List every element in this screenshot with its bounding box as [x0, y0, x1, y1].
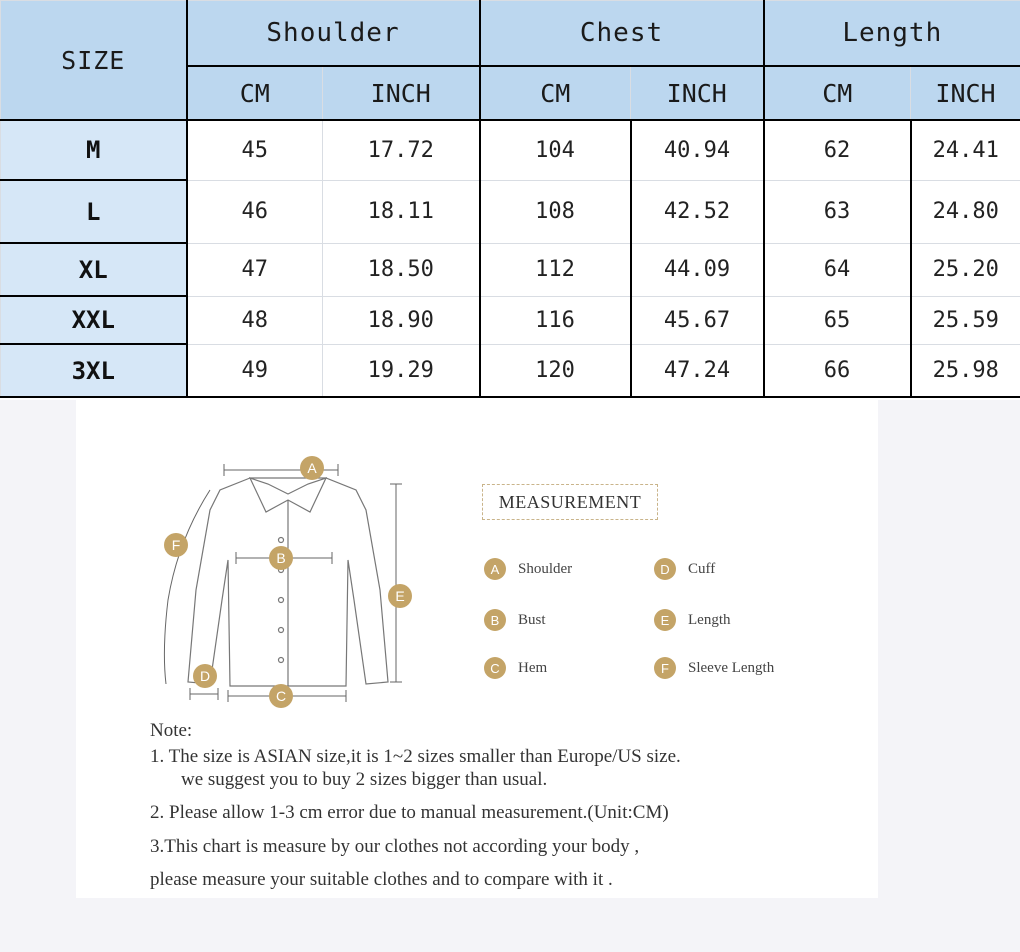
table-cell: 48: [187, 296, 323, 344]
table-cell: 65: [764, 296, 911, 344]
unit-header: INCH: [911, 66, 1020, 120]
table-cell: 18.90: [323, 296, 480, 344]
legend-label: Bust: [518, 611, 546, 628]
table-cell: 104: [480, 120, 631, 180]
group-header-length: Length: [764, 1, 1020, 67]
unit-header: INCH: [323, 66, 480, 120]
legend-marker: C: [484, 657, 506, 679]
table-cell: 112: [480, 243, 631, 296]
table-cell: 40.94: [631, 120, 764, 180]
legend-item-sleeve-length: [654, 657, 774, 679]
table-cell: 63: [764, 180, 911, 243]
legend-item-length: [654, 609, 731, 631]
legend-label: Shoulder: [518, 560, 573, 577]
note-line-1b: we suggest you to buy 2 sizes bigger than usual.: [181, 769, 548, 790]
marker-f: F: [171, 537, 181, 553]
size-header: SIZE: [1, 1, 187, 121]
legend-label: Hem: [518, 659, 548, 676]
table-cell: 24.80: [911, 180, 1020, 243]
table-row: [1, 120, 1020, 180]
note-line-3b: please measure your suitable clothes and to compare with it .: [150, 869, 613, 890]
legend-item-shoulder: [484, 558, 572, 580]
unit-header: CM: [187, 66, 323, 120]
legend-item-cuff: [654, 558, 715, 580]
legend-item-bust: [484, 609, 546, 631]
size-chart-table: [0, 0, 1020, 398]
table-cell: 44.09: [631, 243, 764, 296]
group-header-chest: Chest: [480, 1, 764, 67]
marker-b: B: [276, 550, 286, 566]
table-cell: 116: [480, 296, 631, 344]
table-cell: 47: [187, 243, 323, 296]
size-label: L: [1, 180, 187, 243]
size-label: XXL: [1, 296, 187, 344]
marker-d: D: [199, 668, 211, 684]
legend-label: Cuff: [688, 560, 716, 577]
legend-label: Sleeve Length: [688, 659, 775, 676]
table-cell: 108: [480, 180, 631, 243]
marker-c: C: [275, 688, 287, 704]
table-cell: 25.59: [911, 296, 1020, 344]
table-cell: 49: [187, 344, 323, 397]
table-cell: 18.11: [323, 180, 480, 243]
sleeve-measure-line: [164, 490, 210, 684]
table-cell: 25.20: [911, 243, 1020, 296]
unit-header: INCH: [631, 66, 764, 120]
table-cell: 42.52: [631, 180, 764, 243]
table-cell: 45: [187, 120, 323, 180]
table-cell: 47.24: [631, 344, 764, 397]
table-cell: 46: [187, 180, 323, 243]
shirt-diagram: [148, 450, 428, 720]
note-line-2: 2. Please allow 1-3 cm error due to manual measurement.(Unit:CM): [150, 802, 669, 823]
measurement-title: MEASUREMENT: [482, 484, 658, 520]
table-cell: 25.98: [911, 344, 1020, 397]
table-row: [1, 180, 1020, 243]
marker-a: A: [307, 460, 317, 476]
table-cell: 18.50: [323, 243, 480, 296]
marker-e: E: [395, 588, 405, 604]
legend-item-hem: [484, 657, 547, 679]
unit-header: CM: [764, 66, 911, 120]
table-cell: 62: [764, 120, 911, 180]
notes-title: Note:: [150, 720, 193, 741]
table-cell: 64: [764, 243, 911, 296]
legend-label: Length: [688, 611, 731, 628]
legend-marker: D: [654, 558, 676, 580]
group-header-shoulder: Shoulder: [187, 1, 480, 67]
table-cell: 45.67: [631, 296, 764, 344]
table-cell: 66: [764, 344, 911, 397]
legend-marker: A: [484, 558, 506, 580]
table-row: [1, 243, 1020, 296]
legend-marker: B: [484, 609, 506, 631]
table-row: [1, 296, 1020, 344]
table-cell: 19.29: [323, 344, 480, 397]
table-row: [1, 344, 1020, 397]
table-cell: 24.41: [911, 120, 1020, 180]
legend-marker: E: [654, 609, 676, 631]
legend-marker: F: [654, 657, 676, 679]
note-line-3: 3.This chart is measure by our clothes not according your body ,: [150, 836, 640, 857]
size-label: M: [1, 120, 187, 180]
size-label: XL: [1, 243, 187, 296]
table-cell: 120: [480, 344, 631, 397]
note-line-1: 1. The size is ASIAN size,it is 1~2 sizes smaller than Europe/US size.: [150, 746, 681, 767]
table-cell: 17.72: [323, 120, 480, 180]
size-label: 3XL: [1, 344, 187, 397]
unit-header: CM: [480, 66, 631, 120]
